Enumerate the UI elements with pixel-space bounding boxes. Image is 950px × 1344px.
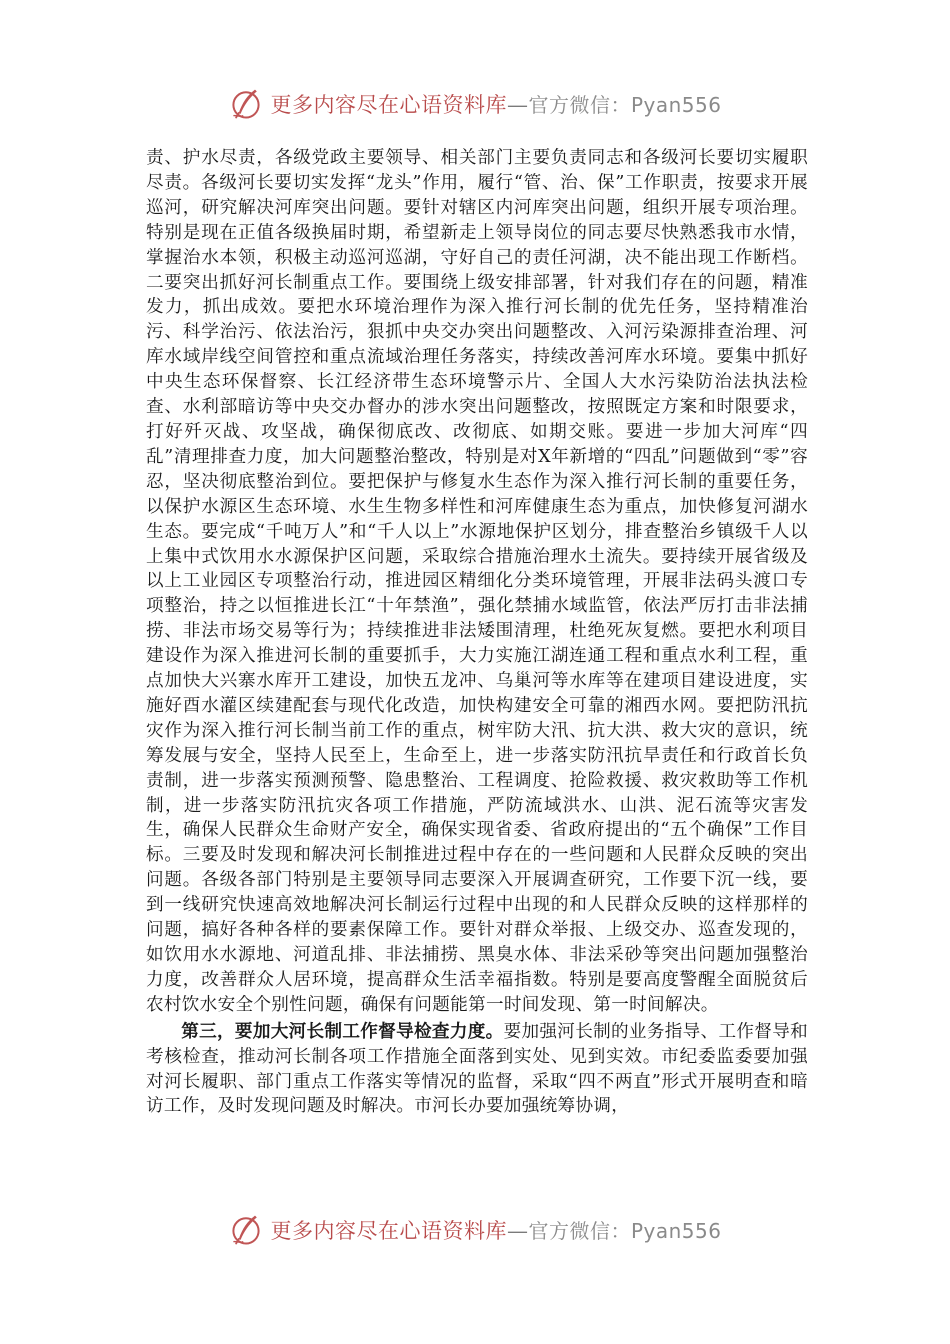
paragraph-2-body: 要加强河长制的业务指导、工作督导和考核检查，推动河长制各项工作措施全面落到实处、见到实效。市纪委监委要加强对河长履职、部门重点工作落实等情况的监督，采取“四不两直”形式开展明查和暗访工作，及时发现问题及时解决。市河长办要加强统筹协调， [146, 1021, 809, 1117]
paragraph-2 [146, 1020, 808, 1120]
banner-separator: — [506, 1219, 529, 1243]
paragraph-2-lead: 第三，要加大河长制工作督导检查力度。 [181, 1021, 504, 1042]
banner-separator: — [506, 93, 529, 117]
banner-text [270, 89, 721, 119]
document-body [146, 146, 808, 1119]
feather-pen-logo-icon [228, 1212, 264, 1248]
footer-banner [0, 1210, 950, 1250]
header-banner [0, 84, 950, 124]
banner-site-name: 更多内容尽在心语资料库 [270, 93, 507, 117]
paragraph-1: 责、护水尽责，各级党政主要领导、相关部门主要负责同志和各级河长要切实履职尽责。各级河长要切实发挥“龙头”作用，履行“管、治、保”工作职责，按要求开展巡河，研究解决河库突出问题。要针对辖区内河库突出问题，组织开展专项治理。特别是现在正值各级换届时期，希望新走上领导岗位的同志要尽快熟悉我市水情，掌握治水本领，积极主动巡河巡湖，守好自己的责任河湖，决不能出现工作断档。二要突出抓好河长制重点工作。要围绕上级安排部署，针对我们存在的问题，精准发力，抓出成效。要把水环境治理作为深入推行河长制的优先任务，坚持精准治污、科学治污、依法治污，狠抓中央交办突出问题整改、入河污染源排查治理、河库水域岸线空间管控和重点流域治理任务落实，持续改善河库水环境。要集中抓好中央生态环保督察、长江经济带生态环境警示片、全国人大水污染防治法执法检查、水利部暗访等中央交办督办的涉水突出问题整改，按照既定方案和时限要求，打好歼灭战、攻坚战，确保彻底改、改彻底、如期交账。要进一步加大河库“四乱”清理排查力度，加大问题整治整改，特别是对X年新增的“四乱”问题做到“零”容忍，坚决彻底整治到位。要把保护与修复水生态作为深入推行河长制的重要任务，以保护水源区生态环境、水生生物多样性和河库健康生态为重点，加快修复河湖水生态。要完成“千吨万人”和“千人以上”水源地保护区划分，排查整治乡镇级千人以上集中式饮用水水源保护区问题，采取综合措施治理水土流失。要持续开展省级及以上工业园区专项整治行动，推进园区精细化分类环境管理，开展非法码头渡口专项整治，持之以恒推进长江“十年禁渔”，强化禁捕水域监管，依法严厉打击非法捕捞、非法市场交易等行为；持续推进非法矮围清理，杜绝死灰复燃。要把水利项目建设作为深入推进河长制的重要抓手，大力实施江湖连通工程和重点水利工程，重点加快大兴寨水库开工建设，加快五龙冲、乌巢河等水库等在建项目建设进度，实施好酉水灌区续建配套与现代化改造，加快构建安全可靠的湘西水网。要把防汛抗灾作为深入推行河长制当前工作的重点，树牢防大汛、抗大洪、救大灾的意识，统筹发展与安全，坚持人民至上，生命至上，进一步落实防汛抗旱责任和行政首长负责制，进一步落实预测预警、隐患整治、工程调度、抢险救援、救灾救助等工作机制，进一步落实防汛抗灾各项工作措施，严防流域洪水、山洪、泥石流等灾害发生，确保人民群众生命财产安全，确保实现省委、省政府提出的“五个确保”工作目标。三要及时发现和解决河长制推进过程中存在的一些问题和人民群众反映的突出问题。各级各部门特别是主要领导同志要深入开展调查研究，工作要下沉一线，要到一线研究快速高效地解决河长制运行过程中出现的和人民群众反映的这样那样的问题，搞好各种各样的要素保障工作。要针对群众举报、上级交办、巡查发现的，如饮用水水源地、河道乱排、非法捕捞、黑臭水体、非法采砂等突出问题加强整治力度，改善群众人居环境，提高群众生活幸福指数。特别是要高度警醒全面脱贫后农村饮水安全个别性问题，确保有问题能第一时间发现、第一时间解决。 [146, 148, 808, 1015]
banner-site-name: 更多内容尽在心语资料库 [270, 1219, 507, 1243]
banner-wechat: 官方微信：Pyan556 [528, 1219, 722, 1243]
feather-pen-logo-icon [228, 86, 264, 122]
banner-wechat: 官方微信：Pyan556 [528, 93, 722, 117]
banner-text [270, 1215, 721, 1245]
